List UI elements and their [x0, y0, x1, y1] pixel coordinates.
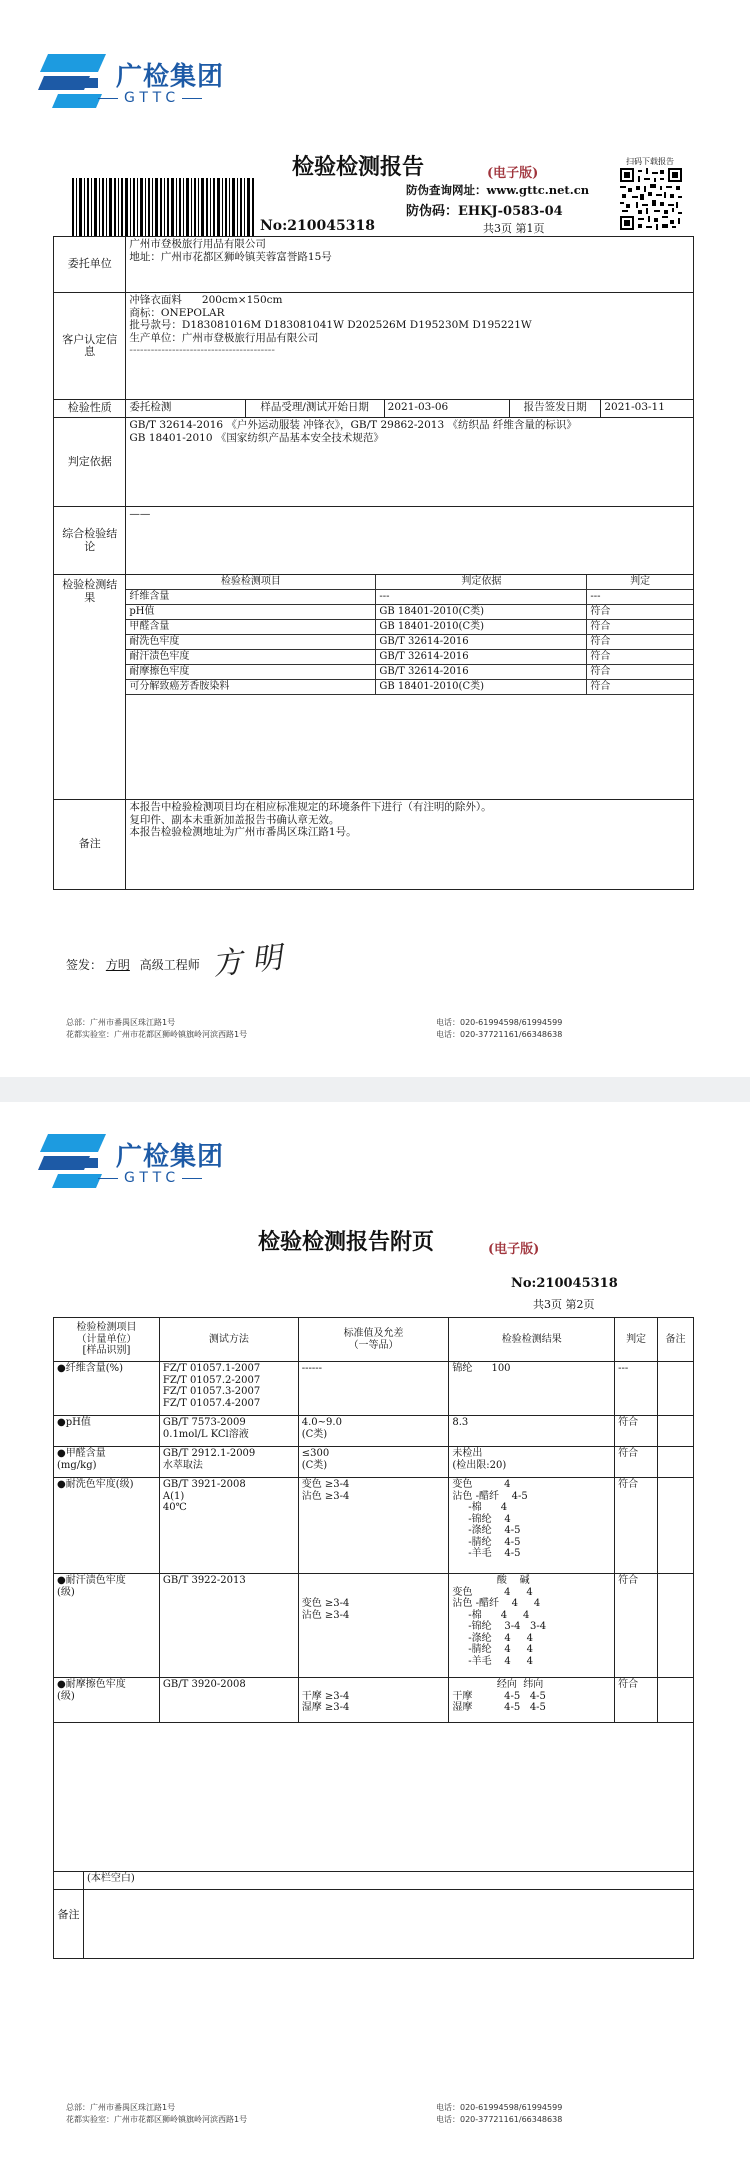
gttc-logo-icon — [38, 1132, 106, 1190]
appendix-remark-cell — [658, 1678, 694, 1723]
appendix-row — [54, 1447, 694, 1478]
qr-label: 扫码下载报告 — [626, 157, 674, 166]
sample-label: 客户认定信息 — [54, 293, 126, 400]
result-verdict: --- — [587, 590, 693, 605]
sign-block — [66, 956, 200, 973]
appendix-header: 标准值及允差 （一等品） — [298, 1318, 449, 1362]
remark-cell — [126, 800, 694, 890]
footer-tel-2: 电话：020-37721161/66348638 — [436, 1030, 563, 1039]
results-table-row — [126, 620, 693, 635]
result-verdict: 符合 — [587, 680, 693, 695]
date-label: 样品受理/测试开始日期 — [245, 400, 384, 418]
appendix-result: 未检出 (检出限:20) — [449, 1447, 615, 1478]
handwritten-signature: 方 明 — [210, 940, 284, 983]
client-label: 委托单位 — [54, 237, 126, 293]
appendix-method: GB/T 7573-2009 0.1mol/L KCl溶液 — [159, 1416, 298, 1447]
sample-line: 冲锋衣面料 200cm×150cm — [129, 294, 283, 306]
appendix-header-row — [54, 1318, 694, 1362]
results-cell — [126, 575, 694, 800]
report-title: 检验检测报告 — [292, 154, 425, 180]
results-table-row — [126, 680, 693, 695]
appendix-remark-cell — [658, 1447, 694, 1478]
qr-code-icon — [620, 168, 682, 230]
appendix-verdict: --- — [615, 1362, 658, 1416]
result-basis: GB 18401-2010(C类) — [376, 605, 587, 620]
result-verdict: 符合 — [587, 650, 693, 665]
appendix-item: ●耐摩擦色牢度 (级) — [54, 1678, 160, 1723]
basis-row — [54, 418, 694, 507]
result-basis: GB/T 32614-2016 — [376, 665, 587, 680]
appendix-method: GB/T 3920-2008 — [159, 1678, 298, 1723]
client-cell — [126, 237, 694, 293]
brand-name-cn: 广检集团 — [116, 62, 225, 92]
footer-hq: 总部：广州市番禺区珠江路1号 — [66, 1018, 176, 1027]
basis-line: GB 18401-2010 《国家纺织产品基本安全技术规范》 — [129, 431, 384, 444]
result-verdict: 符合 — [587, 635, 693, 650]
client-name: 广州市登极旅行用品有限公司 — [129, 238, 266, 250]
results-header: 判定 — [587, 575, 693, 590]
appendix-verdict: 符合 — [615, 1478, 658, 1574]
basis-line: GB/T 32614-2016 《户外运动服装 冲锋衣》，GB/T 29862-2013 《纺织品 纤维含量的标识》 — [129, 419, 577, 431]
results-row — [54, 575, 694, 800]
appendix-remark-value: (本栏空白) — [83, 1872, 693, 1959]
appendix-header: 备注 — [658, 1318, 694, 1362]
appendix-method: GB/T 3922-2013 — [159, 1574, 298, 1678]
appendix-header: 判定 — [615, 1318, 658, 1362]
appendix-remark-cell — [658, 1416, 694, 1447]
nature-row — [54, 400, 694, 418]
results-header-row — [126, 575, 693, 590]
remark-label: 备注 — [54, 800, 126, 890]
appendix-table — [53, 1317, 694, 1890]
appendix-row — [54, 1362, 694, 1416]
signer-name: 方明 — [105, 958, 130, 972]
conclusion-row — [54, 507, 694, 575]
conclusion-label: 综合检验结论 — [54, 507, 126, 575]
client-address: 地址：广州市花都区狮岭镇芙蓉富誉路15号 — [129, 250, 332, 263]
page-counter: 共3页 第1页 — [483, 222, 545, 235]
appendix-item: ●pH值 — [54, 1416, 160, 1447]
conclusion-value: —— — [126, 507, 694, 575]
result-item: pH值 — [126, 605, 375, 620]
appendix-item: ●甲醛含量 (mg/kg) — [54, 1447, 160, 1478]
edition-label: (电子版) — [488, 1242, 540, 1257]
footer-tel-1: 电话：020-61994598/61994599 — [436, 2103, 563, 2112]
report-number: No:210045318 — [511, 1276, 618, 1291]
basis-cell — [126, 418, 694, 507]
appendix-method: GB/T 3921-2008 A(1) 40℃ — [159, 1478, 298, 1574]
brand-logo — [38, 1132, 238, 1192]
brand-name-en: GTTC — [124, 1170, 181, 1186]
appendix-result: 酸 碱 变色 4 4 沾色 -醋纤 4 4 -棉 4 4 -锦纶 3-4 3-4 -涤纶 4 4 -腈纶 4 4 -羊毛 4 4 — [449, 1574, 615, 1678]
result-basis: GB/T 32614-2016 — [376, 635, 587, 650]
remark-line: 本报告中检验检测项目均在相应标准规定的环境条件下进行（有注明的除外）。 — [129, 801, 492, 813]
barcode-icon — [72, 178, 254, 236]
appendix-result: 变色 4 沾色 -醋纤 4-5 -棉 4 -锦纶 4 -涤纶 4-5 -腈纶 4-5 -羊毛 4-5 — [449, 1478, 615, 1574]
result-basis: GB 18401-2010(C类) — [376, 680, 587, 695]
appendix-row — [54, 1574, 694, 1678]
result-basis: GB 18401-2010(C类) — [376, 620, 587, 635]
result-item: 耐洗色牢度 — [126, 635, 375, 650]
appendix-title: 检验检测报告附页 — [258, 1229, 435, 1255]
appendix-standard: 干摩 ≥3-4 湿摩 ≥3-4 — [298, 1678, 449, 1723]
remark-line: 本报告检验检测地址为广州市番禺区珠江路1号。 — [129, 826, 357, 838]
appendix-verdict: 符合 — [615, 1447, 658, 1478]
result-item: 甲醛含量 — [126, 620, 375, 635]
brand-logo — [38, 52, 238, 112]
appendix-standard: 变色 ≥3-4 沾色 ≥3-4 — [298, 1478, 449, 1574]
appendix-row — [54, 1416, 694, 1447]
appendix-method: FZ/T 01057.1-2007 FZ/T 01057.2-2007 FZ/T 01057.3-2007 FZ/T 01057.4-2007 — [159, 1362, 298, 1416]
sample-cell — [126, 293, 694, 400]
nature-value: 委托检测 — [126, 400, 245, 418]
appendix-item: ●耐洗色牢度(级) — [54, 1478, 160, 1574]
footer-hq: 总部：广州市番禺区珠江路1号 — [66, 2103, 176, 2112]
sample-line: 商标：ONEPOLAR — [129, 306, 225, 319]
appendix-verdict: 符合 — [615, 1574, 658, 1678]
nature-label: 检验性质 — [54, 400, 126, 418]
appendix-remark-cell — [658, 1478, 694, 1574]
appendix-header: 测试方法 — [159, 1318, 298, 1362]
results-table-row — [126, 665, 693, 680]
appendix-result: 8.3 — [449, 1416, 615, 1447]
report-main-table — [53, 236, 694, 890]
appendix-blank-row — [54, 1723, 694, 1890]
page-counter: 共3页 第2页 — [533, 1298, 595, 1311]
results-table-row — [126, 605, 693, 620]
issue-date-label: 报告签发日期 — [509, 400, 600, 418]
appendix-standard: ------ — [298, 1362, 449, 1416]
basis-label: 判定依据 — [54, 418, 126, 507]
appendix-header: 检验检测结果 — [449, 1318, 615, 1362]
result-item: 可分解致癌芳香胺染料 — [126, 680, 375, 695]
appendix-verdict: 符合 — [615, 1416, 658, 1447]
remark-line: 复印件、副本未重新加盖报告书确认章无效。 — [129, 813, 340, 826]
footer-lab: 花都实验室：广州市花都区狮岭镇旗岭河滨西路1号 — [66, 1030, 248, 1039]
issue-date-value: 2021-03-11 — [601, 400, 694, 418]
result-item: 耐摩擦色牢度 — [126, 665, 375, 680]
result-item: 耐汗渍色牢度 — [126, 650, 375, 665]
footer-tel-1: 电话：020-61994598/61994599 — [436, 1018, 563, 1027]
result-verdict: 符合 — [587, 620, 693, 635]
appendix-header: 检验检测项目 （计量单位） [样品识别] — [54, 1318, 160, 1362]
appendix-standard: 4.0~9.0 (C类) — [298, 1416, 449, 1447]
results-header: 检验检测项目 — [126, 575, 375, 590]
sample-line: 生产单位：广州市登极旅行用品有限公司 — [129, 331, 319, 344]
appendix-remark-table — [53, 1871, 694, 1959]
appendix-standard: 变色 ≥3-4 沾色 ≥3-4 — [298, 1574, 449, 1678]
appendix-blank-area — [54, 1723, 694, 1890]
results-table-row — [126, 590, 693, 605]
appendix-method: GB/T 2912.1-2009 水萃取法 — [159, 1447, 298, 1478]
result-verdict: 符合 — [587, 665, 693, 680]
result-basis: --- — [376, 590, 587, 605]
results-header: 判定依据 — [376, 575, 587, 590]
brand-name-en: GTTC — [124, 90, 181, 106]
footer-tel-2: 电话：020-37721161/66348638 — [436, 2115, 563, 2124]
result-verdict: 符合 — [587, 605, 693, 620]
appendix-verdict: 符合 — [615, 1678, 658, 1723]
sample-line: 批号款号：D183081016M D183081041W D202526M D195230M D195221W — [129, 319, 532, 331]
verify-code: 防伪码：EHKJ-0583-04 — [406, 204, 563, 219]
results-table — [126, 575, 693, 695]
sample-row — [54, 293, 694, 400]
result-item: 纤维含量 — [126, 590, 375, 605]
appendix-row — [54, 1678, 694, 1723]
appendix-standard: ≤300 (C类) — [298, 1447, 449, 1478]
appendix-remark-cell — [658, 1574, 694, 1678]
appendix-remark-row — [54, 1872, 694, 1959]
appendix-row — [54, 1478, 694, 1574]
footer-lab: 花都实验室：广州市花都区狮岭镇旗岭河滨西路1号 — [66, 2115, 248, 2124]
report-page-1 — [0, 0, 750, 1077]
report-page-2 — [0, 1102, 750, 2167]
date-value: 2021-03-06 — [384, 400, 509, 418]
sample-line: ----------------------------------------- — [129, 344, 275, 356]
edition-label: (电子版) — [487, 166, 539, 181]
report-number: No:210045318 — [260, 218, 375, 234]
remark-row — [54, 800, 694, 890]
client-row — [54, 237, 694, 293]
results-label: 检验检测结果 — [54, 575, 126, 800]
results-table-row — [126, 650, 693, 665]
verify-site: 防伪查询网址：www.gttc.net.cn — [406, 183, 590, 197]
appendix-remark-label: 备注 — [54, 1872, 84, 1959]
brand-name-cn: 广检集团 — [116, 1142, 225, 1172]
appendix-result: 经向 纬向 干摩 4-5 4-5 湿摩 4-5 4-5 — [449, 1678, 615, 1723]
result-basis: GB/T 32614-2016 — [376, 650, 587, 665]
results-table-row — [126, 635, 693, 650]
gttc-logo-icon — [38, 52, 106, 110]
page-separator — [0, 1077, 750, 1102]
appendix-item: ●纤维含量(%) — [54, 1362, 160, 1416]
appendix-remark-cell — [658, 1362, 694, 1416]
appendix-item: ●耐汗渍色牢度 (级) — [54, 1574, 160, 1678]
sign-label: 签发： — [66, 958, 103, 972]
appendix-result: 锦纶 100 — [449, 1362, 615, 1416]
signer-title: 高级工程师 — [139, 958, 200, 972]
